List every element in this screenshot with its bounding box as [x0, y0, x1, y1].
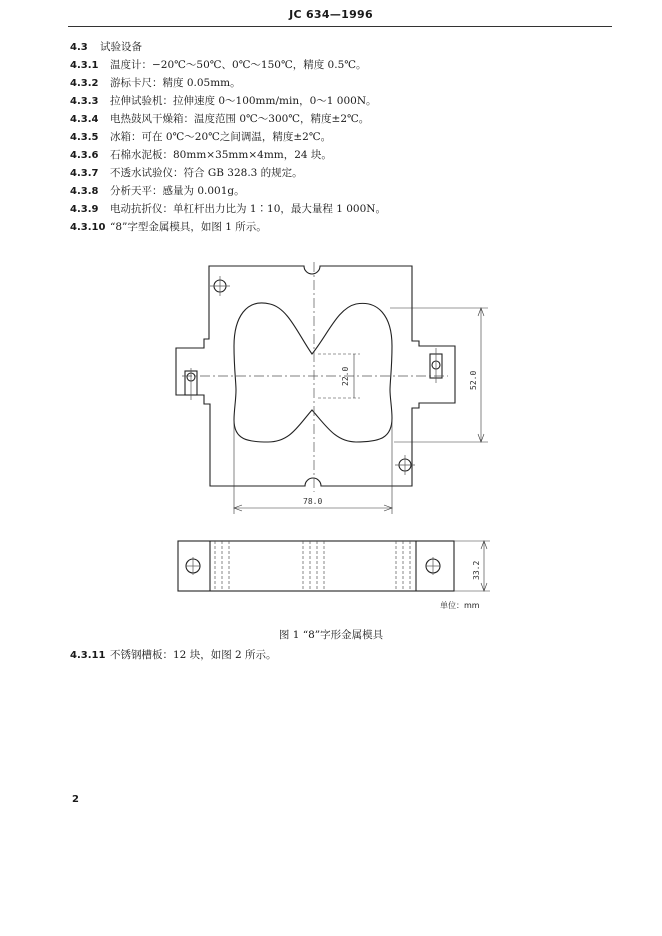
side-view — [178, 541, 454, 591]
item-text: 石棉水泥板：80mm×35mm×4mm，24 块。 — [110, 149, 332, 161]
item-text: 电动抗折仪：单杠杆出力比为 1∶10，最大量程 1 000N。 — [110, 203, 386, 215]
list-item — [70, 128, 610, 146]
list-item — [70, 92, 610, 110]
item-text: 电热鼓风干燥箱：温度范围 0℃～300℃，精度±2℃。 — [110, 113, 370, 125]
list-item — [70, 164, 610, 182]
page-header: JC 634—1996 — [289, 8, 373, 21]
neck-dimension-label: 22.0 — [341, 366, 350, 386]
item-text: 分析天平：感量为 0.001g。 — [110, 185, 245, 197]
item-text: 不锈钢槽板：12 块，如图 2 所示。 — [110, 649, 277, 661]
mold-drawing-svg — [0, 250, 662, 620]
item-text: 冰箱：可在 0℃～20℃之间调温，精度±2℃。 — [110, 131, 332, 143]
width-dimension-label: 78.0 — [303, 497, 323, 506]
section-number: 4.3 — [70, 42, 88, 53]
list-item — [70, 110, 610, 128]
item-number: 4.3.3 — [70, 96, 99, 107]
list-item — [70, 218, 610, 236]
item-number: 4.3.8 — [70, 186, 99, 197]
item-number: 4.3.5 — [70, 132, 99, 143]
center-lines — [182, 262, 448, 492]
page-number: 2 — [72, 794, 79, 805]
list-item — [70, 146, 610, 164]
figure-eight-cavity — [234, 303, 392, 442]
item-text: 不透水试验仪：符合 GB 328.3 的规定。 — [110, 167, 303, 179]
unit-label: 单位：mm — [440, 601, 480, 610]
item-number: 4.3.9 — [70, 204, 99, 215]
item-list — [70, 38, 610, 236]
side-view-hatching — [186, 541, 440, 591]
item-number: 4.3.2 — [70, 78, 99, 89]
item-text: 温度计：−20℃～50℃、0℃～150℃，精度 0.5℃。 — [110, 59, 367, 71]
section-heading — [70, 38, 610, 56]
item-number: 4.3.10 — [70, 222, 106, 233]
item-after-figure — [70, 646, 610, 664]
list-item — [70, 182, 610, 200]
list-item — [70, 200, 610, 218]
item-number: 4.3.1 — [70, 60, 99, 71]
list-item — [70, 56, 610, 74]
item-number: 4.3.6 — [70, 150, 99, 161]
list-item — [70, 74, 610, 92]
list-item — [70, 646, 610, 664]
item-text: “8”字型金属模具，如图 1 所示。 — [110, 221, 267, 233]
side-view-outline — [178, 541, 454, 591]
item-number: 4.3.4 — [70, 114, 99, 125]
height-dimension-label: 52.0 — [469, 370, 478, 390]
figure-mold-drawing — [0, 250, 662, 620]
section-title: 试验设备 — [100, 41, 142, 53]
item-number: 4.3.11 — [70, 650, 106, 661]
side-height-dimension-label: 33.2 — [472, 560, 481, 580]
item-text: 拉伸试验机：拉伸速度 0～100mm/min，0～1 000N。 — [110, 95, 377, 107]
figure-caption: 图 1 “8”字形金属模具 — [278, 629, 384, 641]
item-text: 游标卡尺：精度 0.05mm。 — [110, 77, 241, 89]
header-rule — [68, 26, 612, 27]
item-number: 4.3.7 — [70, 168, 99, 179]
